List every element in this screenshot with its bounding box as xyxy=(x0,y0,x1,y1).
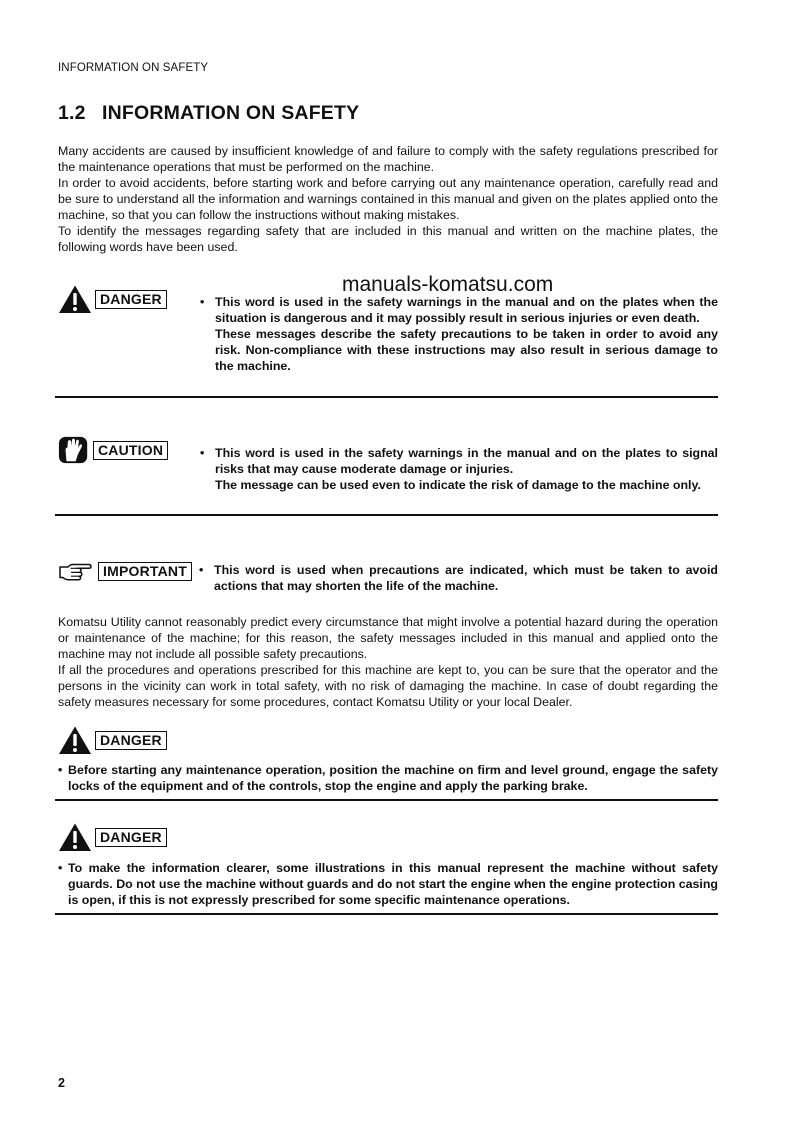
definition-line: These messages describe the safety precautions to be taken in order to avoid any risk. Non-compliance with these instructions may also result in serious damage to the machine. xyxy=(215,327,718,373)
divider-rule xyxy=(55,799,718,801)
bullet: • xyxy=(200,446,205,460)
outro-paragraph: If all the procedures and operations prescribed for this machine are kept to, you can be sure that the operator and the persons in the vicinity can work in total safety, with no risk of damaging the machine. In case of doubt regarding the safety measures necessary for some procedures, contact Komatsu Utility or your local Dealer. xyxy=(58,663,718,709)
danger-definition-heading xyxy=(58,284,167,314)
caution-label: CAUTION xyxy=(93,441,168,460)
warning-triangle-icon xyxy=(58,725,92,755)
pointing-hand-icon xyxy=(58,561,92,581)
danger-label: DANGER xyxy=(95,731,167,750)
outro-text xyxy=(58,614,718,710)
running-header: INFORMATION ON SAFETY xyxy=(58,62,209,74)
definition-line: This word is used in the safety warnings in the manual and on the plates to signal risks that may cause moderate damage or injuries. xyxy=(215,446,718,476)
warning-triangle-icon xyxy=(58,822,92,852)
danger-warning-text xyxy=(58,860,718,908)
bullet: • xyxy=(58,763,63,777)
warning-body: To make the information clearer, some illustrations in this manual represent the machine without safety guards. Do not use the machine without guards and do not start the engine when the engine protection casing is open, if this is not expressly prescribed for some specific maintenance operations. xyxy=(68,861,718,907)
page-number: 2 xyxy=(58,1076,65,1090)
intro-paragraph: To identify the messages regarding safety that are included in this manual and written on the machine plates, the following words have been used. xyxy=(58,224,718,254)
definition-line: This word is used in the safety warnings in the manual and on the plates when the situation is dangerous and it may possibly result in serious injuries or even death. xyxy=(215,295,718,325)
divider-rule xyxy=(55,514,718,516)
stop-hand-icon xyxy=(58,434,90,466)
important-label: IMPORTANT xyxy=(98,562,192,581)
danger-label: DANGER xyxy=(95,290,167,309)
bullet: • xyxy=(58,861,63,875)
warning-body: Before starting any maintenance operation, position the machine on firm and level ground, engage the safety locks of the equipment and of the controls, stop the engine and apply the parking brake. xyxy=(68,763,718,793)
outro-paragraph: Komatsu Utility cannot reasonably predict every circumstance that might involve a potential hazard during the operation or maintenance of the machine; for this reason, the safety messages included in this manual and applied onto the machine may not include all possible safety precautions. xyxy=(58,615,718,661)
intro-text xyxy=(58,143,718,255)
bullet: • xyxy=(199,563,204,577)
important-definition-heading xyxy=(58,561,192,581)
danger-label: DANGER xyxy=(95,828,167,847)
section-number: 1.2 xyxy=(58,102,86,124)
section-title-text: INFORMATION ON SAFETY xyxy=(102,102,360,124)
caution-definition-text xyxy=(200,445,718,493)
caution-definition-heading xyxy=(58,434,168,466)
definition-line: This word is used when precautions are indicated, which must be taken to avoid actions that may shorten the life of the machine. xyxy=(214,563,718,593)
intro-paragraph: Many accidents are caused by insufficient knowledge of and failure to comply with the safety regulations prescribed for the maintenance operations that must be performed on the machine. xyxy=(58,144,718,174)
watermark: manuals-komatsu.com xyxy=(342,273,554,296)
divider-rule xyxy=(55,913,718,915)
danger-warning-heading xyxy=(58,725,167,755)
important-definition-text xyxy=(199,562,718,594)
bullet: • xyxy=(200,295,205,309)
divider-rule xyxy=(55,396,718,398)
section-title xyxy=(58,102,359,125)
danger-definition-text xyxy=(200,294,718,374)
danger-warning-text xyxy=(58,762,718,794)
warning-triangle-icon xyxy=(58,284,92,314)
definition-line: The message can be used even to indicate the risk of damage to the machine only. xyxy=(215,478,701,492)
intro-paragraph: In order to avoid accidents, before starting work and before carrying out any maintenance operation, carefully read and be sure to understand all the information and warnings contained in this manual and given on the plates applied onto the machine, so that you can follow the instructions without making mistakes. xyxy=(58,176,718,222)
danger-warning-heading xyxy=(58,822,167,852)
